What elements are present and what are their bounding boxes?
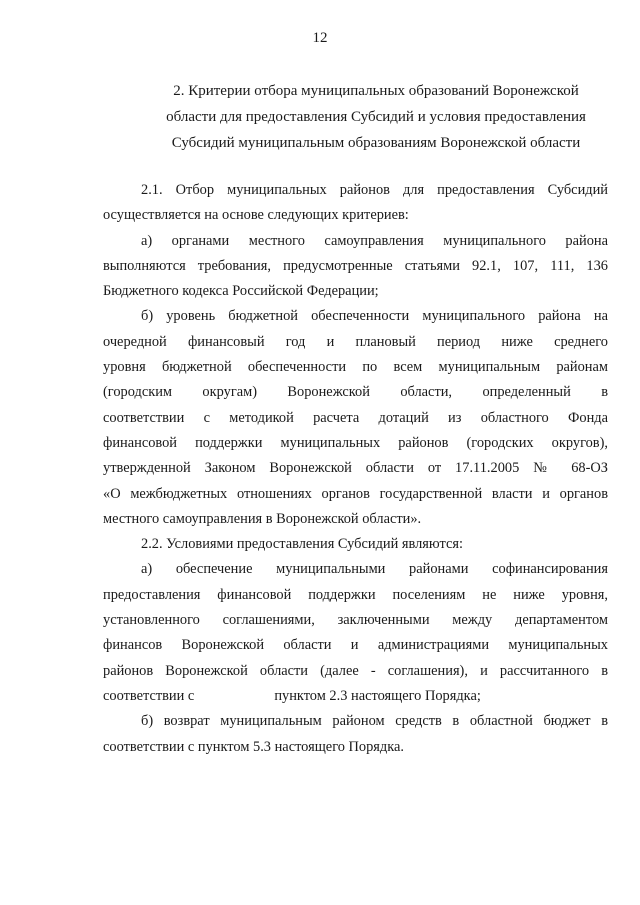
- text-line: предоставления финансовой поддержки поселениям не ниже уровня,: [103, 586, 608, 603]
- heading-line: Субсидий муниципальным образованиям Воронежской области: [171, 135, 581, 151]
- heading-line: области для предоставления Субсидий и условия предоставления: [166, 109, 586, 125]
- text-line: утвержденной Законом Воронежской области от 17.11.2005 № 68-ОЗ: [103, 460, 608, 477]
- text-line: местного самоуправления в Воронежской области».: [103, 510, 422, 527]
- text-line: финансовой поддержки муниципальных районов (городских округов),: [103, 434, 608, 451]
- text-line: соответствии с пунктом 5.3 настоящего Порядка.: [103, 738, 405, 755]
- text-line: [103, 684, 608, 709]
- text-line: установленного соглашениями, заключенными между департаментом: [103, 612, 608, 629]
- paragraph-2-1-a: [103, 229, 608, 305]
- text-line: а) обеспечение муниципальными районами софинансирования: [141, 561, 608, 578]
- paragraph-2-1-b: [103, 304, 608, 532]
- text-line: (городским округам) Воронежской области, определенный в: [103, 384, 608, 401]
- text-line: Бюджетного кодекса Российской Федерации;: [103, 283, 379, 300]
- page-number: 12: [312, 30, 328, 46]
- text-line: районов Воронежской области (далее - соглашения), и рассчитанного в: [103, 662, 608, 679]
- text-line: очередной финансовый год и плановый период ниже среднего: [103, 333, 608, 350]
- text-line: финансов Воронежской области и администрациями муниципальных: [103, 637, 608, 654]
- text-fragment: соответствии с: [103, 687, 195, 704]
- text-fragment: пунктом 2.3 настоящего Порядка;: [274, 687, 481, 704]
- text-line: «О межбюджетных отношениях органов государственной власти и органов: [103, 485, 608, 502]
- text-line: б) уровень бюджетной обеспеченности муниципального района на: [141, 308, 608, 325]
- text-line: б) возврат муниципальным районом средств в областной бюджет в: [141, 713, 608, 730]
- paragraph-2-2-b: [103, 709, 608, 760]
- text-line: выполняются требования, предусмотренные статьями 92.1, 107, 111, 136: [103, 257, 608, 274]
- text-line: 2.2. Условиями предоставления Субсидий являются:: [141, 536, 463, 553]
- paragraph-2-2-a: [103, 557, 608, 709]
- text-line: соответствии с методикой расчета дотаций из областного Фонда: [103, 409, 608, 426]
- text-line: 2.1. Отбор муниципальных районов для предоставления Субсидий: [141, 182, 608, 198]
- text-line: уровня бюджетной обеспеченности по всем муниципальным районам: [103, 359, 608, 376]
- paragraph-2-1: [103, 178, 608, 229]
- text-line: осуществляется на основе следующих критериев:: [103, 207, 409, 224]
- paragraph-2-2: [103, 532, 608, 557]
- document-body: [103, 178, 608, 760]
- section-heading: [150, 78, 602, 156]
- heading-line: 2. Критерии отбора муниципальных образований Воронежской: [173, 83, 579, 99]
- text-line: а) органами местного самоуправления муниципального района: [141, 232, 608, 249]
